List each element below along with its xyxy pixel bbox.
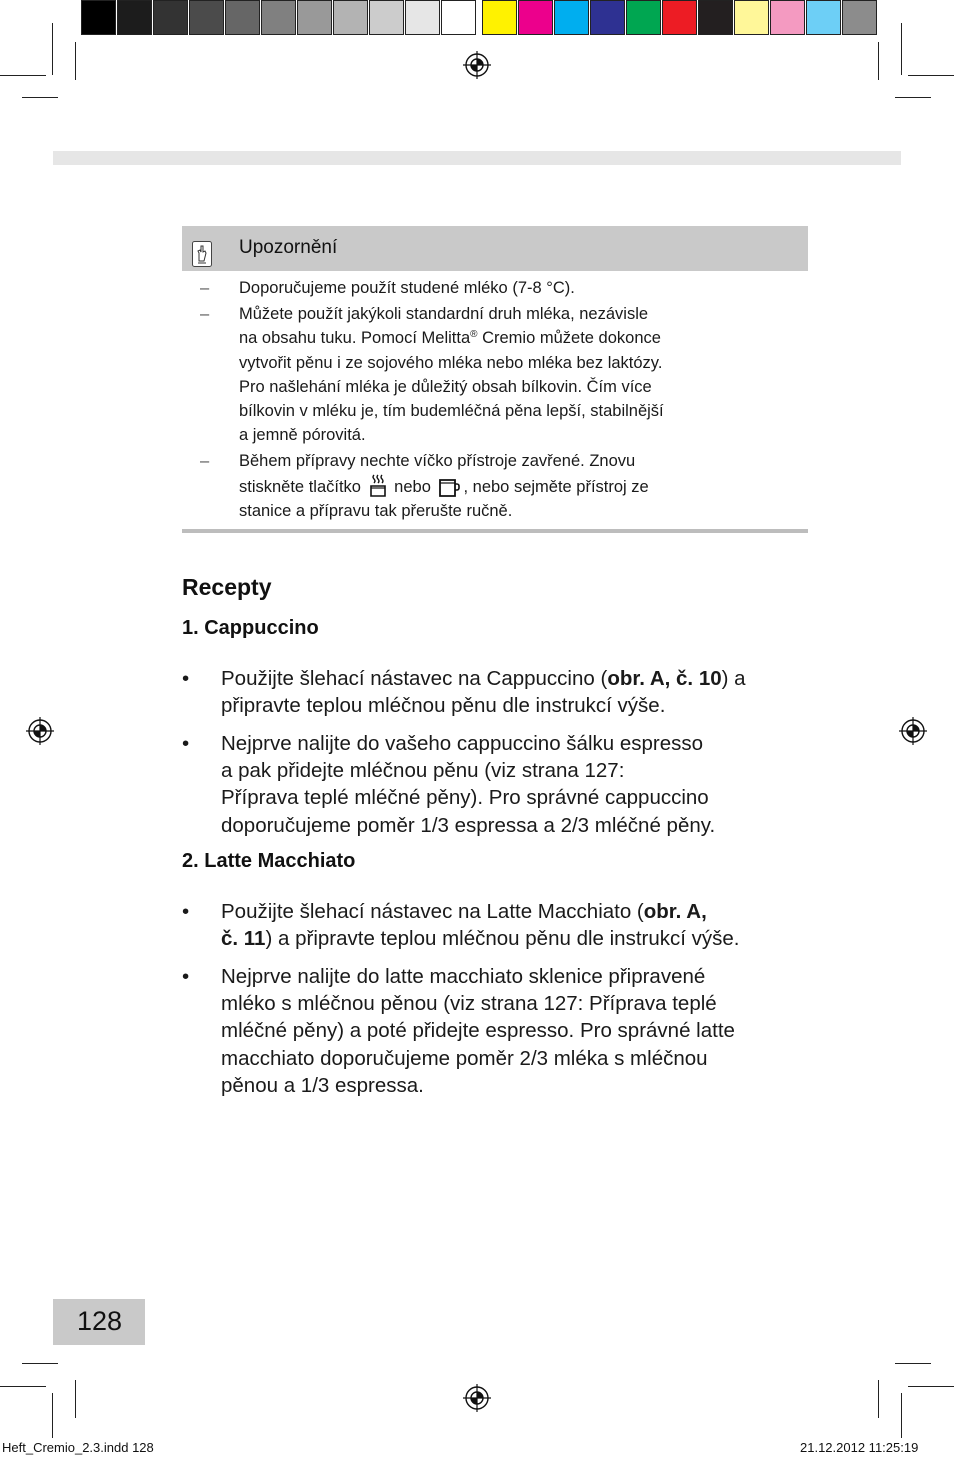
note-item [182,276,808,300]
body-text: ) a připravte teplou mléčnou pěnu dle instrukcí výše. [265,927,740,951]
color-swatch [518,0,553,35]
page-number: 128 [77,1306,123,1336]
body-text: doporučujeme poměr 1/3 espressa a 2/3 mléčné pěny. [221,813,716,837]
body-text: a pak přidejte mléčnou pěnu (viz strana 127: [221,759,625,783]
crop-mark [22,1363,58,1364]
registered-mark: ® [470,329,478,341]
note-text: Doporučujeme použít studené mléko (7-8 °C). [239,279,575,297]
note-text: vytvořit pěnu i ze sojového mléka nebo mléka bez laktózy. [239,353,663,372]
color-swatch [770,0,805,35]
crop-mark [901,1393,902,1438]
crop-mark [908,75,954,76]
body-text: Nejprve nalijte do vašeho cappuccino šálku espresso [221,732,704,755]
figure-reference: obr. A, č. 10 [607,667,722,690]
note-text: Během přípravy nechte víčko přístroje zavřené. Znovu [239,452,636,471]
crop-mark [75,1380,76,1418]
bullet-marker: • [182,667,190,690]
recipe-title-cappuccino: 1. Cappuccino [182,617,319,639]
body-text: ) a [721,667,746,690]
hot-cup-icon [368,474,388,498]
section-title: Recepty [182,574,272,600]
crop-mark [22,97,58,98]
color-swatch [153,0,188,35]
body-text: Příprava teplé mléčné pěny). Pro správné cappuccino [221,786,709,810]
color-swatch [81,0,116,35]
crop-mark [878,1380,879,1418]
crop-mark [0,75,46,76]
cup-icon [437,474,461,498]
body-text: mléčné pěny) a poté přidejte espresso. Pro správné latte [221,1019,735,1043]
dash-marker: – [200,452,210,471]
note-text: stiskněte tlačítko [239,477,361,496]
bullet-marker: • [182,732,190,755]
slug-date: 21.12.2012 11:25:19 [800,1440,919,1455]
figure-reference: č. 11 [221,927,266,951]
body-text: mléko s mléčnou pěnou (viz strana 127: Příprava teplé [221,992,717,1016]
note-text: na obsahu tuku. Pomocí Melitta [239,329,471,348]
bullet-marker: • [182,900,190,923]
color-swatch [189,0,224,35]
color-swatch [297,0,332,35]
note-text: stanice a přípravu tak přerušte ručně. [239,501,513,520]
body-text: macchiato doporučujeme poměr 2/3 mléka s mléčnou [221,1046,708,1070]
color-swatch [369,0,404,35]
note-text: Cremio můžete dokonce [477,329,661,348]
registration-mark-icon [463,1384,491,1412]
note-text: Pro našlehání mléka je důležitý obsah bílkovin. Čím více [239,377,652,396]
list-item [182,665,812,719]
note-text: a jemně pórovitá. [239,426,366,445]
registration-mark-icon [463,51,491,79]
color-bar-process [482,0,878,37]
color-swatch [590,0,625,35]
body-text: pěnou a 1/3 espressa. [221,1073,424,1097]
note-header [182,226,808,271]
color-swatch [554,0,589,35]
crop-mark [75,42,76,80]
color-swatch [734,0,769,35]
note-text: , nebo sejměte přístroj ze [463,477,649,496]
list-item [182,963,812,1099]
color-swatch [698,0,733,35]
crop-mark [895,97,931,98]
body-text: Použijte šlehací nástavec na Latte Macchiato ( [221,900,644,923]
dash-marker: – [200,279,210,297]
body-text: připravte teplou mléčnou pěnu dle instrukcí výše. [221,694,666,718]
header-band [53,151,901,165]
color-swatch [261,0,296,35]
color-swatch [626,0,661,35]
registration-mark-icon [899,717,927,745]
registration-mark-icon [26,717,54,745]
color-swatch [441,0,476,35]
note-text: Můžete použít jakýkoli standardní druh mléka, nezávisle [239,305,649,324]
note-bottom-rule [182,529,808,533]
hand-pointing-icon [192,241,212,267]
body-text: Použijte šlehací nástavec na Cappuccino ( [221,667,608,690]
color-swatch [117,0,152,35]
crop-mark [895,1363,931,1364]
crop-mark [52,1393,53,1438]
bullet-marker: • [182,965,190,988]
crop-mark [901,23,902,75]
color-swatch [405,0,440,35]
color-swatch [225,0,260,35]
color-swatch [662,0,697,35]
note-item [182,449,808,523]
list-item [182,898,812,952]
note-text: nebo [394,477,431,496]
color-swatch [806,0,841,35]
crop-mark [908,1386,954,1387]
note-list [182,276,808,523]
page-number-box [53,1299,145,1345]
color-swatch [333,0,368,35]
note-item [182,302,808,447]
color-swatch [842,0,877,35]
crop-mark [0,1386,46,1387]
crop-mark [878,42,879,80]
dash-marker: – [200,305,210,324]
note-title: Upozornění [239,237,338,258]
list-item [182,730,812,839]
crop-mark [52,23,53,75]
slug-file: Heft_Cremio_2.3.indd 128 [2,1440,154,1455]
body-text: Nejprve nalijte do latte macchiato sklenice připravené [221,965,706,988]
figure-reference: obr. A, [643,900,707,923]
color-swatch [482,0,517,35]
note-text: bílkovin v mléku je, tím budemléčná pěna lepší, stabilnější [239,402,664,421]
recipe-title-latte: 2. Latte Macchiato [182,850,356,872]
color-bar-grayscale [81,0,477,37]
